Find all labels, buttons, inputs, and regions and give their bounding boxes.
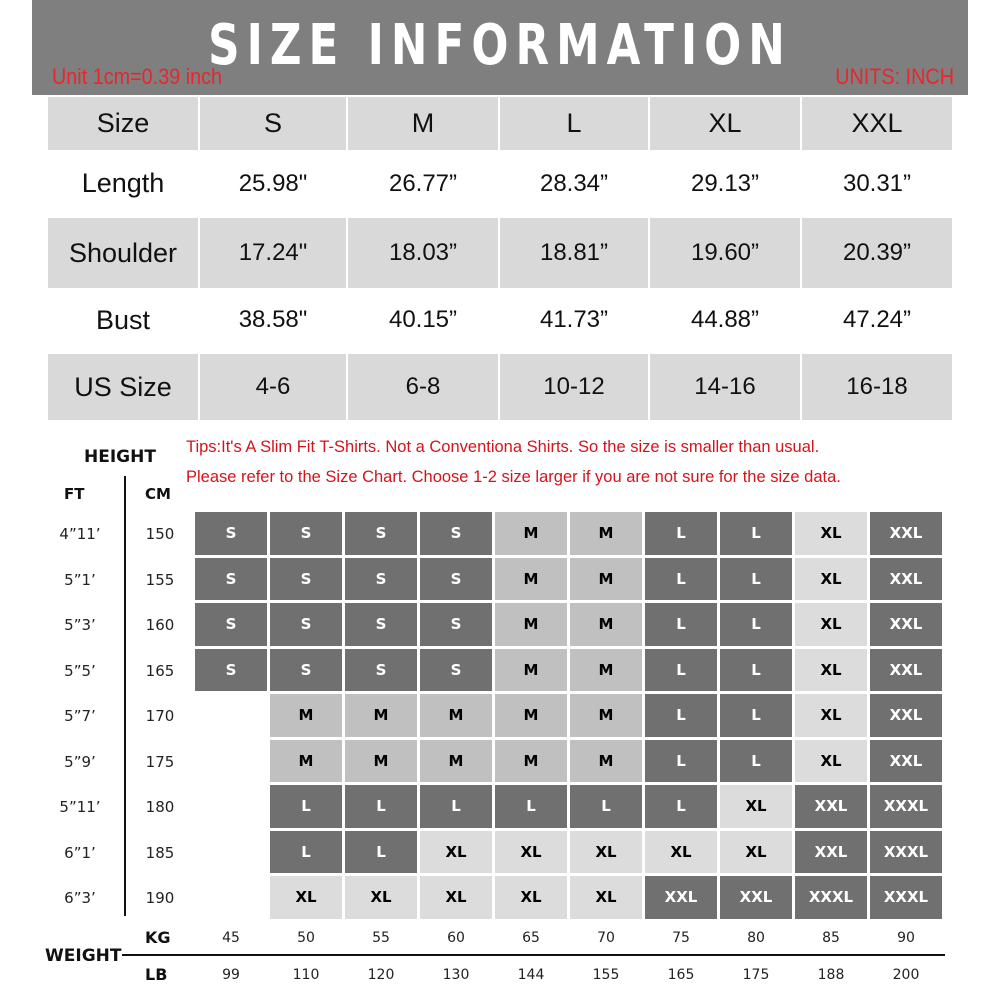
- size-cell: XL: [570, 876, 642, 919]
- size-cell: XL: [420, 831, 492, 874]
- height-ft-label: 6”3’: [64, 889, 96, 907]
- height-ft-label: 5”3’: [64, 616, 96, 634]
- height-cm-label: 175: [145, 752, 175, 771]
- size-cell: XXL: [870, 694, 942, 737]
- size-cell: XXXL: [870, 831, 942, 874]
- size-cell: M: [570, 512, 642, 555]
- size-cell: S: [345, 558, 417, 601]
- weight-kg-label: 70: [597, 930, 615, 946]
- unit-conversion-note: Unit 1cm=0.39 inch: [52, 64, 223, 89]
- size-cell: XL: [420, 876, 492, 919]
- size-cell: XL: [795, 558, 867, 601]
- size-cell: XL: [795, 603, 867, 646]
- size-cell: XXXL: [795, 876, 867, 919]
- size-cell: M: [420, 694, 492, 737]
- size-header-label: Size: [48, 97, 198, 150]
- height-axis-label: HEIGHT: [84, 447, 156, 467]
- size-cell: XL: [645, 831, 717, 874]
- weight-kg-label: 55: [372, 930, 390, 946]
- measurement-value: 47.24”: [842, 306, 912, 333]
- kg-unit-label: KG: [145, 928, 171, 947]
- size-cell: S: [345, 649, 417, 692]
- size-cell: M: [570, 558, 642, 601]
- size-cell: L: [720, 740, 792, 783]
- size-cell: L: [345, 785, 417, 828]
- weight-kg-label: 75: [672, 930, 690, 946]
- height-ft-label: 4”11’: [59, 525, 101, 543]
- tip-line-2: Please refer to the Size Chart. Choose 1-2 size larger if you are not sure for the size data.: [186, 468, 841, 486]
- weight-axis-line: [122, 954, 945, 956]
- size-cell: L: [645, 512, 717, 555]
- size-cell: M: [495, 740, 567, 783]
- height-cm-label: 160: [145, 616, 175, 634]
- height-cm-label: 190: [145, 889, 175, 907]
- height-axis-line: [124, 476, 126, 916]
- size-cell: L: [570, 785, 642, 828]
- weight-kg-label: 50: [297, 930, 315, 946]
- size-cell: S: [195, 512, 267, 555]
- size-cell: XXL: [795, 785, 867, 828]
- weight-kg-label: 45: [222, 930, 240, 946]
- size-cell: L: [645, 785, 717, 828]
- size-cell: S: [270, 512, 342, 555]
- height-cm-label: 155: [145, 570, 175, 589]
- size-cell: M: [570, 649, 642, 692]
- size-cell: XXL: [870, 512, 942, 555]
- height-ft-label: 5”7’: [64, 707, 96, 725]
- size-cell: S: [195, 603, 267, 646]
- size-cell: XL: [795, 740, 867, 783]
- weight-kg-label: 90: [897, 930, 915, 946]
- measurement-value: 41.73”: [539, 306, 609, 333]
- measurement-value: 28.34”: [539, 169, 609, 197]
- size-column-header: XL: [650, 97, 800, 150]
- size-cell: XL: [495, 831, 567, 874]
- size-cell: XXL: [870, 649, 942, 692]
- cm-unit-label: CM: [145, 485, 171, 503]
- size-cell: S: [345, 512, 417, 555]
- height-ft-label: 5”11’: [59, 798, 101, 816]
- size-cell: L: [345, 831, 417, 874]
- tip-line-1: Tips:It's A Slim Fit T-Shirts. Not a Conventiona Shirts. So the size is smaller than usual.: [186, 438, 820, 456]
- size-cell: S: [420, 649, 492, 692]
- measurement-row-label: Shoulder: [48, 218, 198, 288]
- size-cell: M: [495, 512, 567, 555]
- size-column-header: M: [348, 97, 498, 150]
- size-cell: M: [495, 603, 567, 646]
- size-cell: XXL: [645, 876, 717, 919]
- size-cell: XL: [345, 876, 417, 919]
- measurement-row-label: Bust: [95, 304, 151, 335]
- measurement-value: 4-6: [200, 354, 346, 420]
- size-cell: XXL: [720, 876, 792, 919]
- size-cell: XXL: [870, 558, 942, 601]
- measurement-value: 44.88”: [690, 306, 760, 333]
- size-cell: XL: [795, 512, 867, 555]
- weight-lb-label: 110: [292, 967, 320, 983]
- measurement-value: 18.81”: [500, 218, 648, 288]
- size-cell: S: [270, 558, 342, 601]
- units-label: UNITS: INCH: [835, 64, 954, 89]
- size-cell: L: [645, 649, 717, 692]
- size-cell: S: [420, 512, 492, 555]
- size-column-header: L: [500, 97, 648, 150]
- size-cell: L: [645, 558, 717, 601]
- size-cell: XXL: [795, 831, 867, 874]
- height-ft-label: 5”9’: [64, 752, 96, 771]
- size-cell: S: [270, 603, 342, 646]
- measurement-value: 29.13”: [690, 169, 760, 197]
- size-cell: L: [645, 694, 717, 737]
- size-cell: L: [720, 512, 792, 555]
- size-cell: S: [345, 603, 417, 646]
- size-cell: XL: [570, 831, 642, 874]
- size-cell: M: [420, 740, 492, 783]
- weight-lb-label: 200: [892, 967, 920, 983]
- measurement-row-label: US Size: [48, 354, 198, 420]
- weight-kg-label: 60: [447, 930, 465, 946]
- size-cell: XL: [270, 876, 342, 919]
- size-cell: S: [195, 649, 267, 692]
- measurement-value: 16-18: [802, 354, 952, 420]
- measurement-value: 10-12: [500, 354, 648, 420]
- size-column-header: XXL: [802, 97, 952, 150]
- size-cell: XXXL: [870, 785, 942, 828]
- measurement-row-label: Length: [81, 168, 165, 198]
- measurement-value: 17.24": [200, 218, 346, 288]
- size-cell: L: [720, 649, 792, 692]
- height-cm-label: 170: [145, 707, 175, 725]
- weight-lb-label: 188: [817, 967, 845, 983]
- size-cell: M: [570, 740, 642, 783]
- size-cell: XXXL: [870, 876, 942, 919]
- size-cell: M: [345, 740, 417, 783]
- weight-axis-label: WEIGHT: [45, 946, 122, 966]
- height-cm-label: 165: [145, 661, 175, 680]
- measurement-value: 40.15”: [388, 306, 458, 333]
- size-cell: L: [720, 694, 792, 737]
- size-cell: L: [420, 785, 492, 828]
- measurement-value: 26.77”: [388, 169, 458, 197]
- size-cell: M: [345, 694, 417, 737]
- measurement-value: 19.60”: [650, 218, 800, 288]
- size-cell: M: [570, 603, 642, 646]
- size-cell: L: [720, 603, 792, 646]
- height-ft-label: 5”1’: [64, 570, 96, 589]
- size-cell: XL: [495, 876, 567, 919]
- ft-unit-label: FT: [64, 485, 85, 503]
- measurement-value: 38.58": [238, 306, 308, 333]
- size-cell: XXL: [870, 740, 942, 783]
- weight-lb-label: 155: [592, 967, 620, 983]
- weight-kg-label: 80: [747, 930, 765, 946]
- height-cm-label: 185: [145, 843, 175, 862]
- size-cell: S: [195, 558, 267, 601]
- size-cell: XL: [720, 831, 792, 874]
- measurement-value: 6-8: [348, 354, 498, 420]
- size-cell: M: [495, 694, 567, 737]
- weight-kg-label: 65: [522, 930, 540, 946]
- size-cell: M: [495, 649, 567, 692]
- size-cell: S: [420, 558, 492, 601]
- measurement-value: 30.31”: [842, 169, 912, 197]
- weight-lb-label: 99: [222, 967, 240, 983]
- weight-lb-label: 165: [667, 967, 695, 983]
- weight-lb-label: 144: [517, 967, 545, 983]
- size-cell: XL: [795, 649, 867, 692]
- size-cell: L: [270, 785, 342, 828]
- weight-lb-label: 175: [742, 967, 770, 983]
- size-cell: M: [570, 694, 642, 737]
- weight-kg-label: 85: [822, 930, 840, 946]
- size-cell: L: [645, 740, 717, 783]
- size-cell: M: [270, 694, 342, 737]
- measurement-value: 18.03”: [348, 218, 498, 288]
- measurement-value: 20.39”: [802, 218, 952, 288]
- size-column-header: S: [200, 97, 346, 150]
- size-cell: L: [720, 558, 792, 601]
- size-cell: M: [270, 740, 342, 783]
- lb-unit-label: LB: [145, 965, 168, 984]
- size-cell: XXL: [870, 603, 942, 646]
- size-cell: S: [420, 603, 492, 646]
- page-title: SIZE INFORMATION: [208, 13, 792, 78]
- size-cell: L: [495, 785, 567, 828]
- size-cell: M: [495, 558, 567, 601]
- height-ft-label: 5”5’: [64, 661, 96, 680]
- size-cell: XL: [795, 694, 867, 737]
- size-cell: S: [270, 649, 342, 692]
- measurement-value: 14-16: [650, 354, 800, 420]
- height-ft-label: 6”1’: [64, 843, 96, 862]
- size-cell: L: [645, 603, 717, 646]
- weight-lb-label: 120: [367, 967, 395, 983]
- weight-lb-label: 130: [442, 967, 470, 983]
- height-cm-label: 180: [145, 798, 175, 816]
- size-cell: XL: [720, 785, 792, 828]
- height-cm-label: 150: [145, 525, 175, 543]
- size-cell: L: [270, 831, 342, 874]
- measurement-value: 25.98": [238, 169, 308, 197]
